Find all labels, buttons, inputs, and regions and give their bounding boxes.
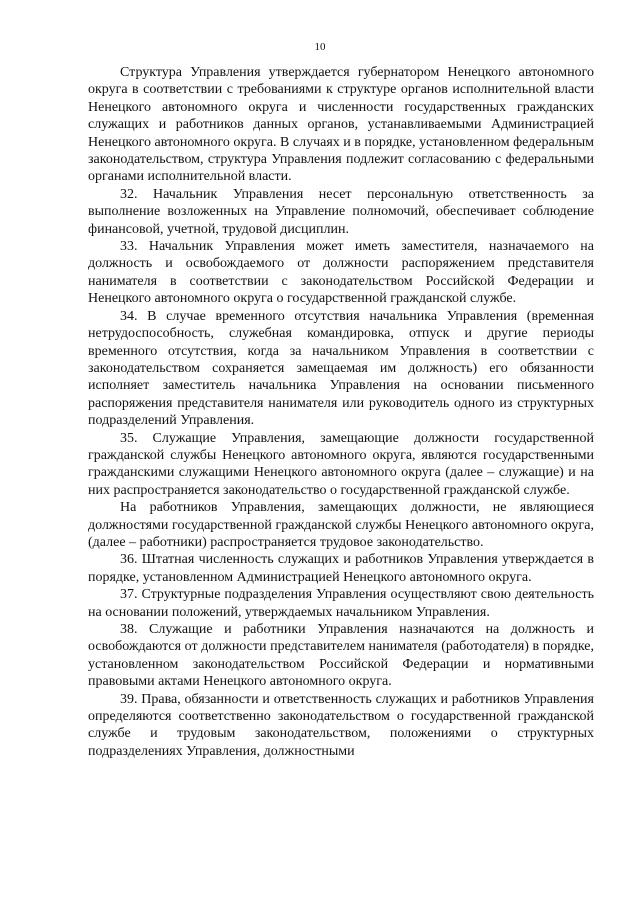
- paragraph-38: 38. Служащие и работники Управления назначаются на должность и освобождаются от должности представителем нанимателя (работодателя) в порядке, установленном законодательством Российской Федерации и нормативными правовыми актами Ненецкого автономного округа.: [88, 622, 594, 690]
- paragraph-34: 34. В случае временного отсутствия начальника Управления (временная нетрудоспособность, служебная командировка, отпуск и другие периоды временного отсутствия, когда за начальником Управления в соответствии с законодательством сохраняется замещаемая им должность) его обязанности исполняет заместитель начальника Управления на основании письменного распоряжения представителя нанимателя или руководитель одного из структурных подразделений Управления.: [88, 308, 594, 429]
- page-number: 10: [314, 41, 326, 53]
- document-body: [88, 64, 594, 760]
- paragraph-33: 33. Начальник Управления может иметь заместителя, назначаемого на должность и освобождаемого от должности распоряжением представителя нанимателя в соответствии с законодательством Российской Федерации и Ненецкого автономного округа о государственной гражданской службе.: [88, 239, 594, 307]
- paragraph-37: 37. Структурные подразделения Управления осуществляют свою деятельность на основании положений, утверждаемых начальником Управления.: [88, 587, 594, 620]
- paragraph-structure: Структура Управления утверждается губернатором Ненецкого автономного округа в соответствии с требованиями к структуре органов исполнительной власти Ненецкого автономного округа и численности государственных гражданских служащих и работников данных органов, устанавливаемыми Администрацией Ненецкого автономного округа. В случаях и в порядке, установленном федеральным законодательством, структура Управления подлежит согласованию с федеральными органами исполнительной власти.: [88, 65, 594, 185]
- paragraph-32: 32. Начальник Управления несет персональную ответственность за выполнение возложенных на Управление полномочий, обеспечивает соблюдение финансовой, учетной, трудовой дисциплин.: [88, 186, 594, 237]
- paragraph-36: 36. Штатная численность служащих и работников Управления утверждается в порядке, установленном Администрацией Ненецкого автономного округа.: [88, 552, 594, 585]
- paragraph-35: 35. Служащие Управления, замещающие должности государственной гражданской службы Ненецкого автономного округа, являются государственными гражданскими служащими Ненецкого автономного округа (далее – служащие) и на них распространяется законодательство о государственной гражданской службе.: [88, 430, 594, 498]
- paragraph-35-workers: На работников Управления, замещающих должности, не являющиеся должностями государственной гражданской службы Ненецкого автономного округа, (далее – работники) распространяется трудовое законодательство.: [88, 500, 594, 550]
- paragraph-39: 39. Права, обязанности и ответственность служащих и работников Управления определяются соответственно законодательством о государственной гражданской службе и трудовым законодательством, положениями о структурных подразделениях Управления, должностными: [88, 691, 594, 759]
